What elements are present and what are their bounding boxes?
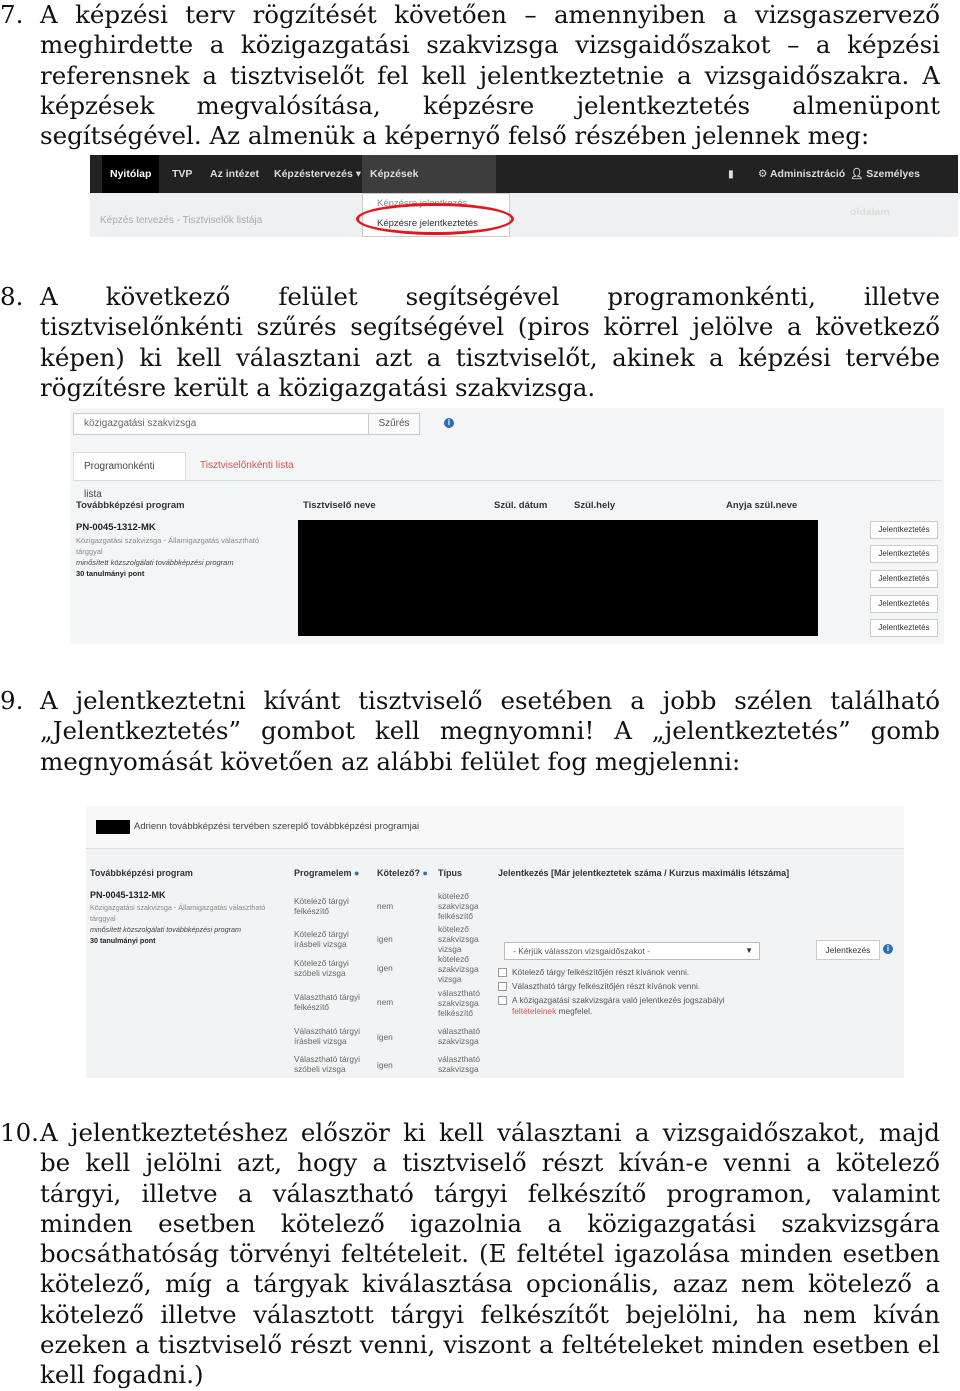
program-points: 30 tanulmányi pont bbox=[76, 569, 145, 578]
enrolment-screenshot bbox=[86, 806, 904, 1078]
program-element bbox=[294, 1026, 360, 1046]
nav-home[interactable]: Nyitólap bbox=[102, 155, 159, 193]
cell-line: szakvizsga bbox=[438, 934, 479, 944]
checkbox-label: Választható tárgy felkészítőjén részt kívánok venni. bbox=[512, 981, 701, 991]
type-value bbox=[438, 954, 479, 984]
nav-training-realization[interactable]: Képzések bbox=[362, 155, 496, 193]
program-code: PN-0045-1312-MK bbox=[90, 890, 166, 900]
cell-line: választható bbox=[438, 1026, 480, 1036]
required-value: igen bbox=[377, 1032, 393, 1042]
paragraph-9 bbox=[0, 686, 940, 777]
submenu-item-enrolment[interactable]: Képzésre jelentkeztetés bbox=[377, 218, 478, 229]
text-line: megnyomását követően az alábbi felület fog megjelenni: bbox=[40, 746, 741, 776]
item-number: 7. bbox=[0, 0, 24, 29]
enrol-button[interactable]: Jelentkeztetés bbox=[870, 570, 938, 588]
text-line: meghirdette a közigazgatási szakvizsga vizsgaidőszakot – a képzési bbox=[40, 30, 940, 60]
print-icon[interactable]: ▮ bbox=[728, 168, 734, 180]
item-number: 10. bbox=[0, 1118, 39, 1147]
dialog-banner bbox=[86, 806, 904, 849]
paragraph-10 bbox=[0, 1118, 940, 1391]
text-line: bocsáthatóság törvényi feltételeit. (E feltétel igazolása minden esetben bbox=[40, 1239, 940, 1269]
col-header: Továbbképzési program bbox=[90, 868, 193, 878]
filter-button[interactable]: Szűrés bbox=[368, 413, 420, 435]
checkbox-conditions[interactable] bbox=[498, 996, 507, 1005]
cell-line: felkészítő bbox=[438, 1008, 474, 1018]
enrol-button[interactable]: Jelentkeztetés bbox=[870, 521, 938, 539]
required-value: igen bbox=[377, 934, 393, 944]
conditions-link[interactable]: feltételeinek bbox=[512, 1006, 557, 1016]
program-element bbox=[294, 896, 349, 916]
required-value: igen bbox=[377, 963, 393, 973]
text-line: rögzítésre került a közigazgatási szakvizsga. bbox=[40, 372, 596, 402]
filter-screenshot bbox=[70, 408, 944, 644]
checkbox-label bbox=[512, 995, 725, 1017]
text-line: képen) ki kell választani azt a tisztviselőt, akinek a képzési tervébe bbox=[40, 342, 940, 372]
program-element bbox=[294, 929, 349, 949]
enrol-button[interactable]: Jelentkeztetés bbox=[870, 595, 938, 613]
cell-line: vizsga bbox=[438, 974, 462, 984]
cell-line: vizsga bbox=[438, 944, 462, 954]
text-line: referensnek a tisztviselőt fel kell jelentkeztetnie a vizsgaidőszakra. A bbox=[40, 60, 940, 90]
enrol-button[interactable]: Jelentkeztetés bbox=[870, 619, 938, 637]
col-header: Szül. dátum bbox=[494, 500, 548, 511]
menu-screenshot bbox=[90, 155, 958, 237]
text-line: A jelentkeztetni kívánt tisztviselő esetében a jobb szélen található bbox=[40, 686, 940, 715]
col-header: Jelentkezés [Már jelentkeztetek száma / Kurzus maximális létszáma] bbox=[498, 868, 790, 878]
cell-line: választható bbox=[438, 988, 480, 998]
cell-line: felkészítő bbox=[294, 1002, 330, 1012]
item-number: 9. bbox=[0, 686, 24, 715]
cell-line: Választható tárgyi bbox=[294, 1054, 360, 1064]
search-input[interactable]: közigazgatási szakvizsga bbox=[73, 413, 369, 435]
col-header: Típus bbox=[438, 868, 462, 878]
cell-line: szóbeli vizsga bbox=[294, 968, 346, 978]
enrol-button[interactable]: Jelentkeztetés bbox=[870, 545, 938, 563]
program-desc: Közigazgatási szakvizsga - Államigazgatás választható bbox=[76, 536, 260, 545]
cell-line: Választható tárgyi bbox=[294, 992, 360, 1002]
breadcrumb: Képzés tervezés - Tisztviselők listája bbox=[100, 215, 263, 226]
col-header-label: Kötelező? bbox=[377, 868, 421, 878]
tab-official-list[interactable]: Tisztviselőnkénti lista bbox=[200, 460, 294, 471]
required-value: nem bbox=[377, 901, 394, 911]
type-value bbox=[438, 891, 479, 921]
col-header: Tisztviselő neve bbox=[303, 500, 376, 511]
col-header bbox=[294, 868, 359, 878]
col-header: Anyja szül.neve bbox=[726, 500, 798, 511]
dialog-title: Adrienn továbbképzési tervében szereplő továbbképzési programjai bbox=[134, 821, 420, 832]
redacted-block bbox=[298, 520, 818, 636]
cell-line: kötelező bbox=[438, 954, 469, 964]
enrol-submit-button[interactable]: Jelentkezés bbox=[816, 940, 880, 960]
item-number: 8. bbox=[0, 282, 24, 311]
cell-line: írásbeli vizsga bbox=[294, 939, 347, 949]
paragraph-7 bbox=[0, 0, 940, 151]
cell-line: Kötelező tárgyi bbox=[294, 896, 349, 906]
checkbox-mandatory-prep[interactable] bbox=[498, 968, 507, 977]
cell-line: Választható tárgyi bbox=[294, 1026, 360, 1036]
program-desc: tárggyal bbox=[90, 914, 116, 923]
paragraph-8 bbox=[0, 282, 940, 403]
info-icon[interactable]: ● bbox=[422, 868, 428, 878]
text-line: minden esetben kötelező igazolnia a közigazgatási szakvizsgára bbox=[40, 1208, 940, 1238]
red-highlight-circle bbox=[356, 203, 514, 235]
col-header: Továbbképzési program bbox=[76, 500, 185, 511]
type-value bbox=[438, 1026, 480, 1046]
caret-down-icon: ▼ bbox=[745, 946, 753, 955]
text-line: A következő felület segítségével programonkénti, illetve bbox=[40, 282, 940, 311]
exam-period-select[interactable] bbox=[504, 942, 760, 960]
checkbox-label-text: megfelel. bbox=[556, 1006, 593, 1016]
text-line: tárgyi, illetve a választható tárgyi felkészítő programon, valamint bbox=[40, 1178, 940, 1208]
type-value bbox=[438, 1054, 480, 1074]
type-value bbox=[438, 988, 480, 1018]
text-line: „Jelentkeztetés” gombot kell megnyomni! A „jelentkeztetés” gomb bbox=[40, 716, 940, 746]
program-desc: Közigazgatási szakvizsga - Államigazgatás választható bbox=[90, 903, 266, 912]
col-header-label: Programelem bbox=[294, 868, 352, 878]
info-icon[interactable]: i bbox=[883, 944, 893, 954]
required-value: nem bbox=[377, 997, 394, 1007]
text-line: segítségével. Az almenük a képernyő felső részében jelennek meg: bbox=[40, 121, 870, 151]
nav-admin[interactable] bbox=[750, 155, 853, 193]
cell-line: szakvizsga bbox=[438, 1036, 479, 1046]
cell-line: szakvizsga bbox=[438, 998, 479, 1008]
cell-line: kötelező bbox=[438, 924, 469, 934]
cell-line: kötelező bbox=[438, 891, 469, 901]
program-code: PN-0045-1312-MK bbox=[76, 522, 156, 533]
nav-personal-label: Személyes oldalam bbox=[850, 168, 920, 218]
tab-divider bbox=[73, 480, 941, 481]
gear-icon: ⚙ bbox=[758, 168, 770, 180]
checkbox-optional-prep[interactable] bbox=[498, 982, 507, 991]
cell-line: írásbeli vizsga bbox=[294, 1036, 347, 1046]
program-points: 30 tanulmányi pont bbox=[90, 936, 156, 945]
tab-program-list[interactable]: Programonkénti lista bbox=[73, 452, 186, 480]
cell-line: Kötelező tárgyi bbox=[294, 929, 349, 939]
cell-line: szakvizsga bbox=[438, 901, 479, 911]
program-element bbox=[294, 958, 349, 978]
nav-personal[interactable] bbox=[842, 155, 958, 218]
text-line: be kell jelölni azt, hogy a tisztviselő részt kíván-e venni a kötelező bbox=[40, 1148, 940, 1178]
program-note: minősített közszolgálati továbbképzési program bbox=[76, 558, 234, 567]
checkbox-label: Kötelező tárgy felkészítőjén részt kívánok venni. bbox=[512, 967, 690, 977]
text-line: ezeken a tisztviselő részt venni, viszont a feltételeket minden esetben el bbox=[40, 1330, 940, 1360]
select-placeholder: - Kérjük válasszon vizsgaidőszakot - bbox=[513, 946, 651, 956]
col-header bbox=[377, 868, 428, 878]
required-value: igen bbox=[377, 1060, 393, 1070]
user-icon: 👤︎ bbox=[850, 168, 867, 180]
program-desc: tárggyal bbox=[76, 547, 103, 556]
nav-admin-label: Adminisztráció bbox=[769, 168, 846, 180]
cell-line: szóbeli vizsga bbox=[294, 1064, 346, 1074]
cell-line: Kötelező tárgyi bbox=[294, 958, 349, 968]
cell-line: felkészítő bbox=[294, 906, 330, 916]
program-note: minősített közszolgálati továbbképzési program bbox=[90, 925, 242, 934]
text-line: kell fogadni.) bbox=[40, 1360, 204, 1390]
redacted-name bbox=[96, 820, 130, 834]
cell-line: szakvizsga bbox=[438, 1064, 479, 1074]
submenu-item[interactable]: Képzésre jelentkezés bbox=[377, 198, 468, 209]
program-element bbox=[294, 1054, 360, 1074]
text-line: tisztviselőnkénti szűrés segítségével (piros körrel jelölve a következő bbox=[40, 312, 940, 342]
nav-institute[interactable]: Az intézet bbox=[210, 168, 260, 180]
info-icon[interactable]: ● bbox=[354, 868, 360, 878]
cell-line: választható bbox=[438, 1054, 480, 1064]
nav-tvp[interactable]: TVP bbox=[172, 168, 193, 180]
text-line: kötelező illetve választott tárgyi felkészítőt bejelölni, ha nem kíván bbox=[40, 1299, 940, 1329]
program-element bbox=[294, 992, 360, 1012]
text-line: A képzési terv rögzítését követően – amennyiben a vizsgaszervező bbox=[40, 0, 940, 29]
info-icon[interactable]: i bbox=[444, 418, 454, 428]
cell-line: felkészítő bbox=[438, 911, 474, 921]
col-header: Szül.hely bbox=[574, 500, 616, 511]
checkbox-label-text: A közigazgatási szakvizsgára való jelentkezés jogszabályi bbox=[512, 995, 725, 1005]
text-line: A jelentkeztetéshez először ki kell választani a vizsgaidőszakot, majd bbox=[40, 1118, 940, 1147]
text-line: kötelező, míg a tárgyak kiválasztása opcionális, azaz nem kötelező a bbox=[40, 1269, 940, 1299]
type-value bbox=[438, 924, 479, 954]
nav-training-planning[interactable]: Képzéstervezés ▾ bbox=[274, 168, 361, 180]
text-line: képzések megvalósítása, képzésre jelentkeztetés almenüpont bbox=[40, 90, 940, 120]
cell-line: szakvizsga bbox=[438, 964, 479, 974]
